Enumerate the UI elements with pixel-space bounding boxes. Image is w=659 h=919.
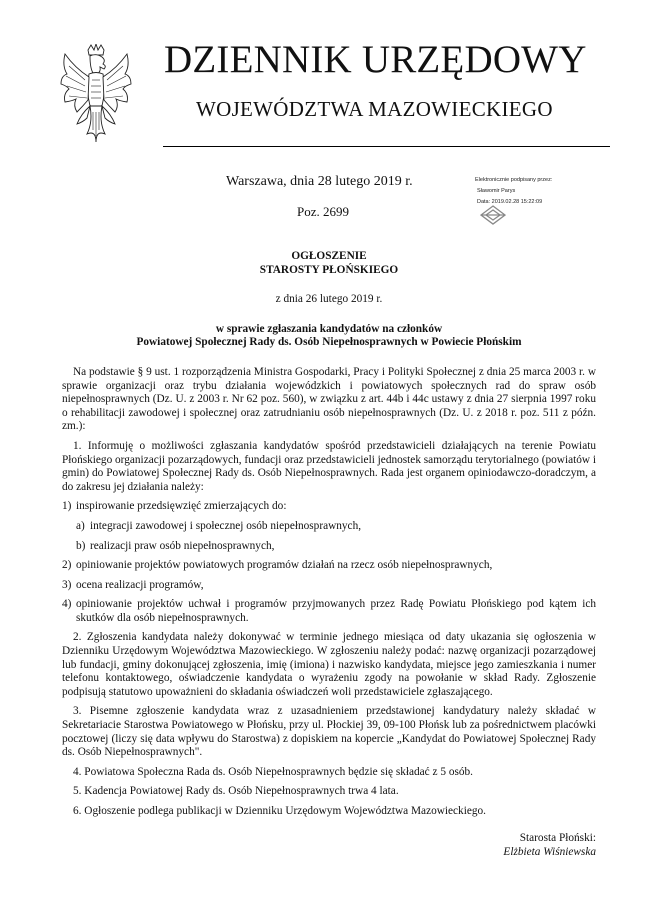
notice-subject-line-2: Powiatowej Społecznej Rady ds. Osób Niepełnosprawnych w Powiecie Płońskim	[136, 336, 522, 349]
list-text: realizacji praw osób niepełnosprawnych,	[90, 539, 275, 552]
list-item	[62, 540, 596, 554]
notice-body	[62, 250, 596, 859]
signer-title: Starosta Płoński:	[519, 831, 596, 844]
journal-subtitle: WOJEWÓDZTWA MAZOWIECKIEGO	[196, 97, 553, 121]
list-text: ocena realizacji programów,	[76, 578, 204, 591]
list-text: integracji zawodowej i społecznej osób niepełnosprawnych,	[90, 519, 362, 532]
paragraph-5: 5. Kadencja Powiatowej Rady ds. Osób Niepełnosprawnych trwa 4 lata.	[73, 785, 399, 798]
list-item	[62, 500, 596, 514]
signer-name: Elżbieta Wiśniewska	[503, 845, 596, 858]
paragraph-6: 6. Ogłoszenie podlega publikacji w Dzienniku Urzędowym Województwa Mazowieckiego.	[73, 805, 486, 817]
paragraph-2: 2. Zgłoszenia kandydata należy dokonywać w terminie jednego miesiąca od daty ukazania się ogłoszenia w Dzienniku Urzędowym Województwa Mazowieckiego. W zgłoszeniu należy podać: nazwę organizacji pozarządowej lub fundacji, gminy dokonującej zgłoszenia, imię (imiona) i nazwisko kandydata, miejsce jego zamieszkania i numer telefonu kontaktowego, oświadczenie kandydata o wyrażeniu zgody na powołanie w skład Rady. Zgłoszenie podpisują statutowo upoważnieni do składania oświadczeń woli przedstawiciele zgłaszającego.	[62, 631, 596, 698]
list-text: opiniowanie projektów powiatowych programów działań na rzecz osób niepełnosprawnych,	[76, 559, 493, 572]
legal-basis-paragraph: Na podstawie § 9 ust. 1 rozporządzenia Ministra Gospodarki, Pracy i Polityki Społecznej z dnia 25 marca 2003 r. w sprawie organizacji oraz trybu działania wojewódzkich i powiatowych społecznych rad do spraw osób niepełnosprawnych (Dz. U. z 2003 r. Nr 62 poz. 560), w związku z art. 44b i 44c ustawy z dnia 27 sierpnia 1997 roku o rehabilitacji zawodowej i społecznej oraz zatrudnianiu osób niepełnosprawnych (Dz. U. z 2018 r. poz. 511 z późn. zm.):	[62, 365, 596, 433]
paragraph-4: 4. Powiatowa Społeczna Rada ds. Osób Niepełnosprawnych będzie się składać z 5 osób.	[73, 765, 473, 778]
list-marker: a)	[76, 519, 85, 532]
electronic-signature-block	[475, 175, 595, 208]
list-marker: 3)	[62, 578, 72, 591]
list-marker: 4)	[62, 598, 72, 611]
list-item	[62, 579, 596, 593]
paragraph-3: 3. Pisemne zgłoszenie kandydata wraz z uzasadnieniem przedstawionej kandydatury należy składać w Sekretariacie Starostwa Powiatowego w Płońsku, przy ul. Płockiej 39, 09-100 Płońsk lub za pośrednictwem placówki pocztowej (liczy się data wpływu do Starostwa) z dopiskiem na kopercie „Kandydat do Powiatowej Społecznej Rady ds. Osób Niepełnosprawnych".	[62, 705, 596, 759]
esig-line-1: Elektronicznie podpisany przez:	[475, 177, 553, 183]
list-text: inspirowanie przedsięwzięć zmierzających do:	[76, 500, 287, 513]
list-marker: b)	[76, 539, 86, 552]
list-marker: 1)	[62, 500, 72, 513]
list-item	[62, 559, 596, 573]
notice-subject-line-1: w sprawie zgłaszania kandydatów na członków	[215, 322, 443, 335]
paragraph-1: 1. Informuję o możliwości zgłaszania kandydatów spośród przedstawicieli działających na terenie Powiatu Płońskiego organizacji pozarządowych, fundacji oraz przedstawicieli jednostek samorządu terytorialnego (powiatów i gmin) do Powiatowej Społecznej Rady ds. Osób Niepełnosprawnych. Rada jest organem opiniodawczo-doradczym, a do zakresu jej działania należy:	[62, 439, 597, 493]
position-number: Poz. 2699	[297, 204, 349, 219]
list-item	[62, 598, 596, 625]
notice-title: OGŁOSZENIE	[291, 250, 367, 262]
eagle-emblem-icon	[57, 44, 135, 146]
journal-title: DZIENNIK URZĘDOWY	[164, 38, 587, 81]
notice-date: z dnia 26 lutego 2019 r.	[275, 293, 383, 306]
esig-line-2: Sławomir Parys	[477, 188, 516, 194]
esig-line-3: Data: 2019.02.28 15:22:09	[477, 199, 543, 205]
list-item	[62, 520, 596, 534]
signature-mark-icon	[480, 205, 506, 225]
notice-issuer: STAROSTY PŁOŃSKIEGO	[259, 263, 399, 276]
publication-date: Warszawa, dnia 28 lutego 2019 r.	[226, 174, 413, 189]
list-text: opiniowanie projektów uchwał i programów przyjmowanych przez Radę Powiatu Płońskiego pod kątem ich skutków dla osób niepełnosprawnych.	[76, 598, 596, 624]
list-marker: 2)	[62, 559, 72, 572]
header-divider	[163, 146, 610, 147]
signature	[62, 831, 596, 859]
